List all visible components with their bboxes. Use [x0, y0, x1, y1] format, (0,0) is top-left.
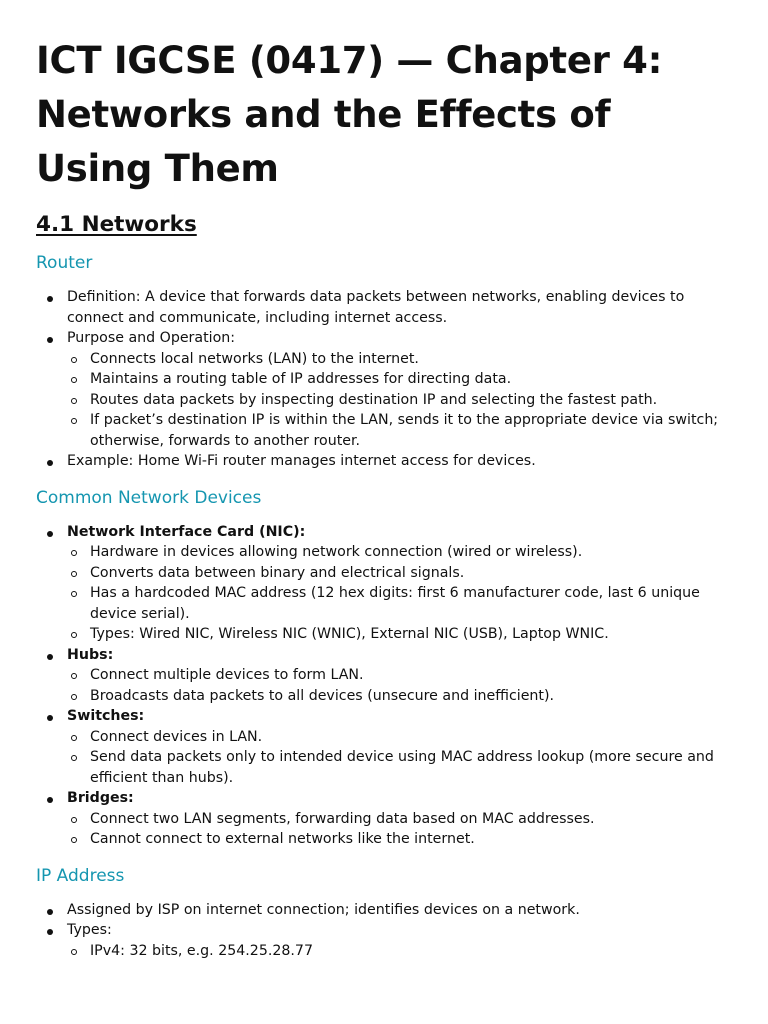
hollow-bullet-icon [71, 694, 77, 700]
sub-list-item [67, 369, 732, 390]
list-item [36, 451, 732, 472]
router-definition: Definition: A device that forwards data packets between networks, enabling devices to connect and communicate, including internet access. [67, 289, 685, 326]
hollow-bullet-icon [71, 357, 77, 363]
sub-list-item [67, 349, 732, 370]
sub-item-text: Cannot connect to external networks like the internet. [90, 831, 475, 847]
sub-item-text: IPv4: 32 bits, e.g. 254.25.28.77 [90, 942, 313, 959]
devices-list [36, 522, 732, 850]
router-purpose-label: Purpose and Operation: [67, 330, 236, 346]
switches-list [67, 727, 732, 789]
hubs-label: Hubs: [67, 646, 114, 663]
hollow-bullet-icon [71, 755, 77, 761]
sub-list-item [67, 747, 732, 788]
sub-item-text: Has a hardcoded MAC address (12 hex digits: first 6 manufacturer code, last 6 unique device serial). [90, 585, 700, 622]
router-list [36, 287, 732, 472]
bullet-icon [47, 531, 53, 537]
list-item [36, 287, 732, 328]
hollow-bullet-icon [71, 632, 77, 638]
bullet-icon [47, 797, 53, 803]
sub-item-text: Broadcasts data packets to all devices (unsecure and inefficient). [90, 687, 555, 704]
hollow-bullet-icon [71, 837, 77, 843]
sub-list-item [67, 686, 732, 707]
bullet-icon [47, 929, 53, 935]
sub-item-text: Connect multiple devices to form LAN. [90, 667, 364, 683]
router-example: Example: Home Wi-Fi router manages internet access for devices. [67, 453, 536, 469]
hollow-bullet-icon [71, 418, 77, 424]
section-heading: 4.1 Networks [36, 212, 197, 237]
hollow-bullet-icon [71, 550, 77, 556]
sub-item-text: Types: Wired NIC, Wireless NIC (WNIC), External NIC (USB), Laptop WNIC. [90, 626, 609, 642]
document-title: ICT IGCSE (0417) — Chapter 4: Networks and the Effects of Using Them [36, 39, 663, 190]
router-heading: Router [36, 253, 93, 273]
sub-list-item [67, 563, 732, 584]
bullet-icon [47, 337, 53, 343]
list-item [36, 328, 732, 451]
list-item [36, 645, 732, 707]
sub-list-item [67, 829, 732, 850]
nic-list [67, 542, 732, 645]
bridges-label: Bridges: [67, 790, 134, 806]
sub-list-item [67, 410, 732, 451]
router-purpose-list [67, 349, 732, 452]
hollow-bullet-icon [71, 735, 77, 741]
list-item [36, 522, 732, 645]
sub-item-text: Routes data packets by inspecting destination IP and selecting the fastest path. [90, 391, 658, 408]
bullet-icon [47, 460, 53, 466]
ip-list [36, 900, 732, 962]
bullet-icon [47, 654, 53, 660]
nic-label: Network Interface Card (NIC): [67, 523, 306, 540]
hubs-list [67, 665, 732, 706]
ip-assigned: Assigned by ISP on internet connection; identifies devices on a network. [67, 901, 580, 918]
sub-list-item [67, 624, 732, 645]
sub-item-text: Connects local networks (LAN) to the internet. [90, 350, 419, 367]
switches-label: Switches: [67, 708, 145, 724]
ip-types-label: Types: [67, 922, 112, 938]
ip-heading: IP Address [36, 865, 125, 886]
list-item [36, 900, 732, 921]
hollow-bullet-icon [71, 571, 77, 577]
list-item [36, 706, 732, 788]
hollow-bullet-icon [71, 398, 77, 404]
hollow-bullet-icon [71, 673, 77, 679]
ip-types-list [67, 941, 732, 962]
sub-item-text: Hardware in devices allowing network connection (wired or wireless). [90, 544, 583, 560]
sub-item-text: Connect devices in LAN. [90, 728, 263, 745]
sub-list-item [67, 390, 732, 411]
list-item [36, 788, 732, 850]
sub-item-text: If packet’s destination IP is within the LAN, sends it to the appropriate device via switch; otherwise, forwards to another router. [90, 412, 719, 449]
bullet-icon [47, 715, 53, 721]
sub-item-text: Maintains a routing table of IP addresses for directing data. [90, 371, 512, 387]
bullet-icon [47, 296, 53, 302]
sub-item-text: Converts data between binary and electrical signals. [90, 564, 465, 581]
sub-list-item [67, 727, 732, 748]
hollow-bullet-icon [71, 817, 77, 823]
bullet-icon [47, 909, 53, 915]
sub-list-item [67, 542, 732, 563]
bridges-list [67, 809, 732, 850]
hollow-bullet-icon [71, 377, 77, 383]
sub-list-item [67, 665, 732, 686]
sub-item-text: Connect two LAN segments, forwarding data based on MAC addresses. [90, 810, 595, 827]
sub-list-item [67, 809, 732, 830]
sub-item-text: Send data packets only to intended device using MAC address lookup (more secure and efficient than hubs). [90, 749, 714, 786]
list-item [36, 920, 732, 961]
sub-list-item [67, 583, 732, 624]
sub-list-item [67, 941, 732, 962]
hollow-bullet-icon [71, 949, 77, 955]
devices-heading: Common Network Devices [36, 487, 262, 508]
hollow-bullet-icon [71, 591, 77, 597]
